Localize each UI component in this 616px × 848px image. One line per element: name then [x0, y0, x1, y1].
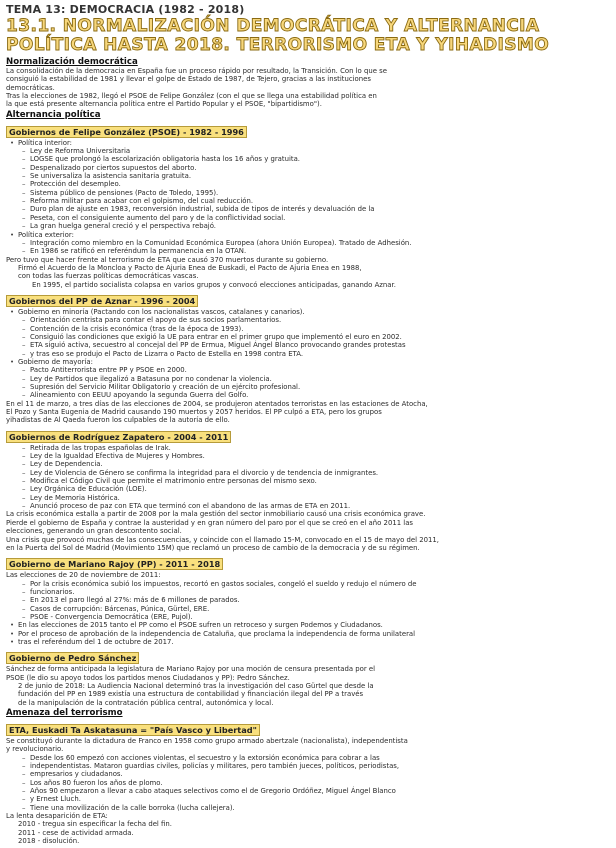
text-line: de la manipulación de la contratación pública central, autonómica y local. [18, 698, 274, 707]
gobierno-aznar-label: Gobiernos del PP de Aznar - 1996 - 2004 [6, 295, 198, 307]
gobierno-felipe-list [6, 139, 608, 147]
text-line: Se constituyó durante la dictadura de Franco en 1958 como grupo armado abertzale (nacionalista), independentista [6, 737, 408, 745]
list-item: – Duro plan de ajuste en 1983, reconversión industrial, subida de tipos de interés y devaluación de la [30, 205, 608, 213]
list-item: – Alineamiento con EEUU apoyando la segunda Guerra del Golfo. [30, 391, 608, 399]
gobierno-rajoy-label: Gobierno de Mariano Rajoy (PP) - 2011 - 2018 [6, 558, 223, 570]
list-item: – Tiene una movilización de la calle borroka (lucha callejera). [30, 804, 608, 812]
text-line: Pero tuvo que hacer frente al terrorismo de ETA que causó 370 muertos durante su gobierno. [6, 255, 329, 264]
list-item: – Ley de Violencia de Género se confirma la integridad para el divorcio y de tendencia de inmigrantes. [30, 469, 608, 477]
list-item: – Ley de Memoria Histórica. [30, 494, 608, 502]
text-line: 2018 - disolución. [18, 837, 80, 846]
gobierno-aznar-list [6, 308, 608, 316]
list-item: – Años 90 empezaron a llevar a cabo ataques selectivos como el de Gregorio Ordóñez, Miguel Ángel Blanco [30, 787, 608, 795]
text-line: yihadistas de Al Qaeda fueron los culpables de la autoría de ello. [6, 416, 230, 425]
gobierno-sanchez-label: Gobierno de Pedro Sánchez [6, 652, 139, 664]
list-item: – Supresión del Servicio Militar Obligatorio y creación de un ejército profesional. [30, 383, 608, 391]
gobierno-aznar-sublist [6, 316, 608, 358]
list-item: – Integración como miembro en la Comunidad Económica Europea (ahora Unión Europea). Tratado de Adhesión. [30, 239, 608, 247]
list-item: • Política interior: [18, 139, 608, 147]
text-line: Tras la elecciones de 1982, llegó el PSOE de Felipe González (con el que se llega una estabilidad política en [6, 92, 377, 101]
list-item: – Peseta, con el consiguiente aumento del paro y de la conflictividad social. [30, 214, 608, 222]
list-item: – Anunció proceso de paz con ETA que terminó con el abandono de las armas de ETA en 2011. [30, 502, 608, 510]
gobierno-felipe-exterior-sublist [6, 239, 608, 256]
section-heading-normalizacion: Normalización democrática [6, 57, 138, 67]
text-line: y revolucionario. [6, 745, 64, 754]
text-line: 2011 - cese de actividad armada. [18, 828, 134, 837]
list-item: • Gobierno de mayoría: [18, 358, 608, 366]
text-line: la que está presente alternancia política entre el Partido Popular y el PSOE, "bipartidismo"). [6, 100, 322, 109]
gobierno-rajoy-list-2 [6, 621, 608, 646]
page-title: 13.1. NORMALIZACIÓN DEMOCRÁTICA Y ALTERNANCIA POLÍTICA HASTA 2018. TERRORISMO ETA Y YIHADISMO [6, 16, 550, 55]
text-line: La crisis económica estalla a partir de 2008 por la mala gestión del sector inmobiliario causó una crisis económica grave. [6, 510, 426, 519]
list-item: – y tras eso se produjo el Pacto de Lizarra o Pacto de Estella en 1998 contra ETA. [30, 350, 608, 358]
list-item: – En 2013 el paro llegó al 27%: más de 6 millones de parados. [30, 596, 608, 604]
list-item: – En 1986 se ratificó en referéndum la permanencia en la OTAN. [30, 247, 608, 255]
list-item: – Ley Orgánica de Educación (LOE). [30, 485, 608, 493]
topic-heading: TEMA 13: DEMOCRACIA (1982 - 2018) [6, 3, 245, 16]
list-item: – LOGSE que prolongó la escolarización obligatoria hasta los 16 años y gratuita. [30, 155, 608, 163]
eta-label: ETA, Euskadi Ta Askatasuna = "País Vasco y Libertad" [6, 724, 260, 736]
list-item: – Protección del desempleo. [30, 180, 608, 188]
gobierno-aznar-mayoria-list [6, 358, 608, 366]
list-item: – Los años 80 fueron los años de plomo. [30, 779, 608, 787]
text-line: El Pozo y Santa Eugenia de Madrid causando 190 muertos y 2057 heridos. El PP culpó a ETA, pero los grupos [6, 408, 382, 417]
list-item: – independentistas. Mataron guardias civiles, policías y militares, pero también jueces, políticos, periodistas, [30, 762, 608, 770]
list-item: – Consiguió las condiciones que exigió la UE para entrar en el primer grupo que implementó el euro en 2002. [30, 333, 608, 341]
text-line: fundación del PP en 1989 existía una estructura de contabilidad y financiación ilegal del PP a través [18, 690, 364, 699]
list-item: • Por el proceso de aprobación de la independencia de Cataluña, que proclama la independencia de forma unilateral [18, 630, 608, 638]
list-item: – Casos de corrupción: Bárcenas, Púnica, Gürtel, ERE. [30, 605, 608, 613]
text-line: en la Puerta del Sol de Madrid (Movimiento 15M) que reclamó un proceso de cambio de la democracia y de su régimen. [6, 543, 420, 552]
text-line: consiguió la estabilidad de 1981 y llevar el golpe de Estado de 1987, de Tejero, gracias a las instituciones [6, 75, 371, 84]
eta-list [6, 754, 608, 812]
list-item: – Orientación centrista para contar el apoyo de sus socios parlamentarios. [30, 316, 608, 324]
text-line: 2010 - tregua sin especificar la fecha del fin. [18, 820, 172, 829]
list-item: – Reforma militar para acabar con el golpismo, del cual reducción. [30, 197, 608, 205]
list-item: – Desde los 60 empezó con acciones violentas, el secuestro y la extorsión económica para cobrar a las [30, 754, 608, 762]
list-item: – Retirada de las tropas españolas de Irak. [30, 444, 608, 452]
text-line: Las elecciones de 20 de noviembre de 2011: [6, 571, 161, 580]
list-item: – ETA siguió activa, secuestro al concejal del PP de Ermua, Miguel Ángel Blanco provocando grandes protestas [30, 341, 608, 349]
gobierno-zapatero-label: Gobiernos de Rodríguez Zapatero - 2004 - 2011 [6, 431, 231, 443]
list-item: – Contención de la crisis económica (tras de la época de 1993). [30, 325, 608, 333]
text-line: En 1995, el partido socialista colapsa en varios grupos y convocó elecciones anticipadas, ganando Aznar. [32, 280, 396, 289]
list-item: – Ley de Reforma Universitaria [30, 147, 608, 155]
list-item: • En las elecciones de 2015 tanto el PP como el PSOE sufren un retroceso y surgen Podemos y Ciudadanos. [18, 621, 608, 629]
list-item: – Sistema público de pensiones (Pacto de Toledo, 1995). [30, 189, 608, 197]
text-line: Una crisis que provocó muchas de las consecuencias, y coincide con el llamado 15-M, convocado en el 15 de mayo del 2011, [6, 535, 439, 544]
gobierno-felipe-exterior-list [6, 231, 608, 239]
list-item: – Modifica el Código Civil que permite el matrimonio entre personas del mismo sexo. [30, 477, 608, 485]
list-item: • Política exterior: [18, 231, 608, 239]
list-item: – La gran huelga general creció y el perspectiva rebajó. [30, 222, 608, 230]
list-item: – y Ernest Lluch. [30, 795, 608, 803]
list-item: – Ley de Partidos que ilegalizó a Batasuna por no condenar la violencia. [30, 375, 608, 383]
list-item: – Pacto Antiterrorista entre PP y PSOE en 2000. [30, 366, 608, 374]
text-line: PSOE (le dio su apoyo todos los partidos menos Ciudadanos y PP): Pedro Sánchez. [6, 673, 290, 682]
gobierno-rajoy-list [6, 580, 608, 622]
gobierno-zapatero-list [6, 444, 608, 511]
text-line: democráticas. [6, 83, 55, 92]
gobierno-felipe-label: Gobiernos de Felipe González (PSOE) - 1982 - 1996 [6, 126, 247, 138]
text-line: elecciones, generando un gran descontento social. [6, 527, 182, 536]
normalizacion-text [6, 67, 608, 109]
text-line: En el 11 de marzo, a tres días de las elecciones de 2004, se produjeron atentados terroristas en las estaciones de Atocha, [6, 399, 428, 408]
gobierno-felipe-interior-list [6, 147, 608, 230]
text-line: Firmó el Acuerdo de la Moncloa y Pacto de Ajuria Enea de Euskadi, el Pacto de Ajuria Enea en 1988, [18, 263, 362, 272]
gobierno-aznar-mayoria-sublist [6, 366, 608, 399]
text-line: Sánchez de forma anticipada la legislatura de Mariano Rajoy por una moción de censura presentada por el [6, 665, 376, 674]
text-line: 2 de junio de 2018: La Audiencia Nacional determinó tras la investigación del caso Gürtel que desde la [18, 681, 374, 690]
list-item: – funcionarios. [30, 588, 608, 596]
list-item: – PSOE - Convergencia Democrática (ERE, Pujol). [30, 613, 608, 621]
text-line: con todas las fuerzas políticas democráticas vascas. [18, 272, 199, 281]
list-item: • tras el referéndum del 1 de octubre de 2017. [18, 638, 608, 646]
list-item: – Ley de la Igualdad Efectiva de Mujeres y Hombres. [30, 452, 608, 460]
section-heading-alternancia: Alternancia política [6, 109, 101, 120]
text-line: Pierde el gobierno de España y contrae la austeridad y en gran número del paro por el que se creó en el año 2011 las [6, 518, 414, 527]
text-line: La lenta desaparición de ETA: [6, 812, 108, 821]
list-item: – empresarios y ciudadanos. [30, 770, 608, 778]
text-line: La consolidación de la democracia en España fue un proceso rápido por resultado, la Transición. Con lo que se [6, 67, 387, 75]
list-item: – Por la crisis económica subió los impuestos, recortó en gastos sociales, congeló el sueldo y redujo el número de [30, 580, 608, 588]
list-item: – Ley de Dependencia. [30, 460, 608, 468]
list-item: – Despenalizado por ciertos supuestos del aborto. [30, 164, 608, 172]
section-heading-terrorismo: Amenaza del terrorismo [6, 708, 123, 718]
list-item: • Gobierno en minoría (Pactando con los nacionalistas vascos, catalanes y canarios). [18, 308, 608, 316]
list-item: – Se universaliza la asistencia sanitaria gratuita. [30, 172, 608, 180]
